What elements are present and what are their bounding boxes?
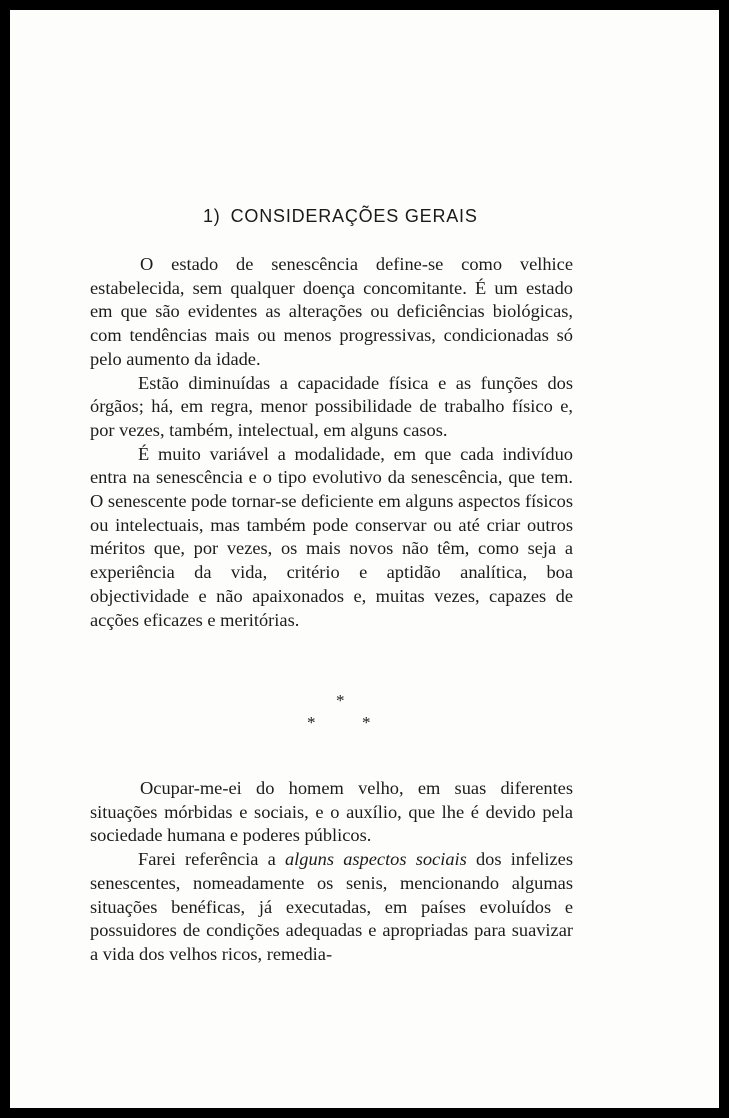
asterisk: * [362, 713, 371, 732]
emphasized-text: alguns aspectos sociais [284, 849, 467, 870]
paragraph-senescence-definition: O estado de senescência define-se como velhice estabelecida, sem qualquer doença concomitante. É um estado em que são evidentes as alterações ou deficiências biológicas, com tendências mais ou menos progressivas, condicionadas só pelo aumento da idade. [90, 254, 573, 369]
paragraph-variability: É muito variável a modalidade, em que cada indivíduo entra na senescência e o tipo evolutivo da senescência, que tem. O senescente pode tornar-se deficiente em alguns aspectos físicos ou intelectuais, mas também pode conservar ou até criar outros méritos que, por vezes, os mais novos não têm, como seja a experiência da vida, critério e aptidão analítica, boa objectividade e não apaixonados e, muitas vezes, capazes de acções eficazes e meritórias. [90, 443, 573, 630]
paragraph-diminished-capacity: Estão diminuídas a capacidade física e as funções dos órgãos; há, em regra, menor possibilidade de trabalho físico e, por vezes, também, intelectual, em alguns casos. [90, 372, 573, 440]
paragraph-text: Farei referência a [138, 849, 285, 870]
asterisk: * [336, 691, 345, 710]
second-section-body [90, 777, 573, 967]
paragraph-social-aspects [90, 848, 573, 967]
asterisk: * [307, 713, 316, 732]
section-title: CONSIDERAÇÕES GERAIS [230, 206, 478, 226]
paragraph-text: dos infelizes senescentes, nomeadamente os senis, mencionando algumas situações benéficas, já executadas, em países evoluídos e possuidores de condições adequadas e apropriadas para suavizar a vida dos velhos ricos, remedia- [90, 849, 573, 964]
section-heading [203, 206, 478, 227]
asterism-separator [300, 691, 380, 731]
document-page [10, 10, 719, 1108]
section-number: 1) [203, 206, 221, 226]
paragraph-old-man: Ocupar-me-ei do homem velho, em suas diferentes situações mórbidas e sociais, e o auxílio, que lhe é devido pela sociedade humana e poderes públicos. [90, 778, 573, 846]
section-body [90, 253, 573, 632]
